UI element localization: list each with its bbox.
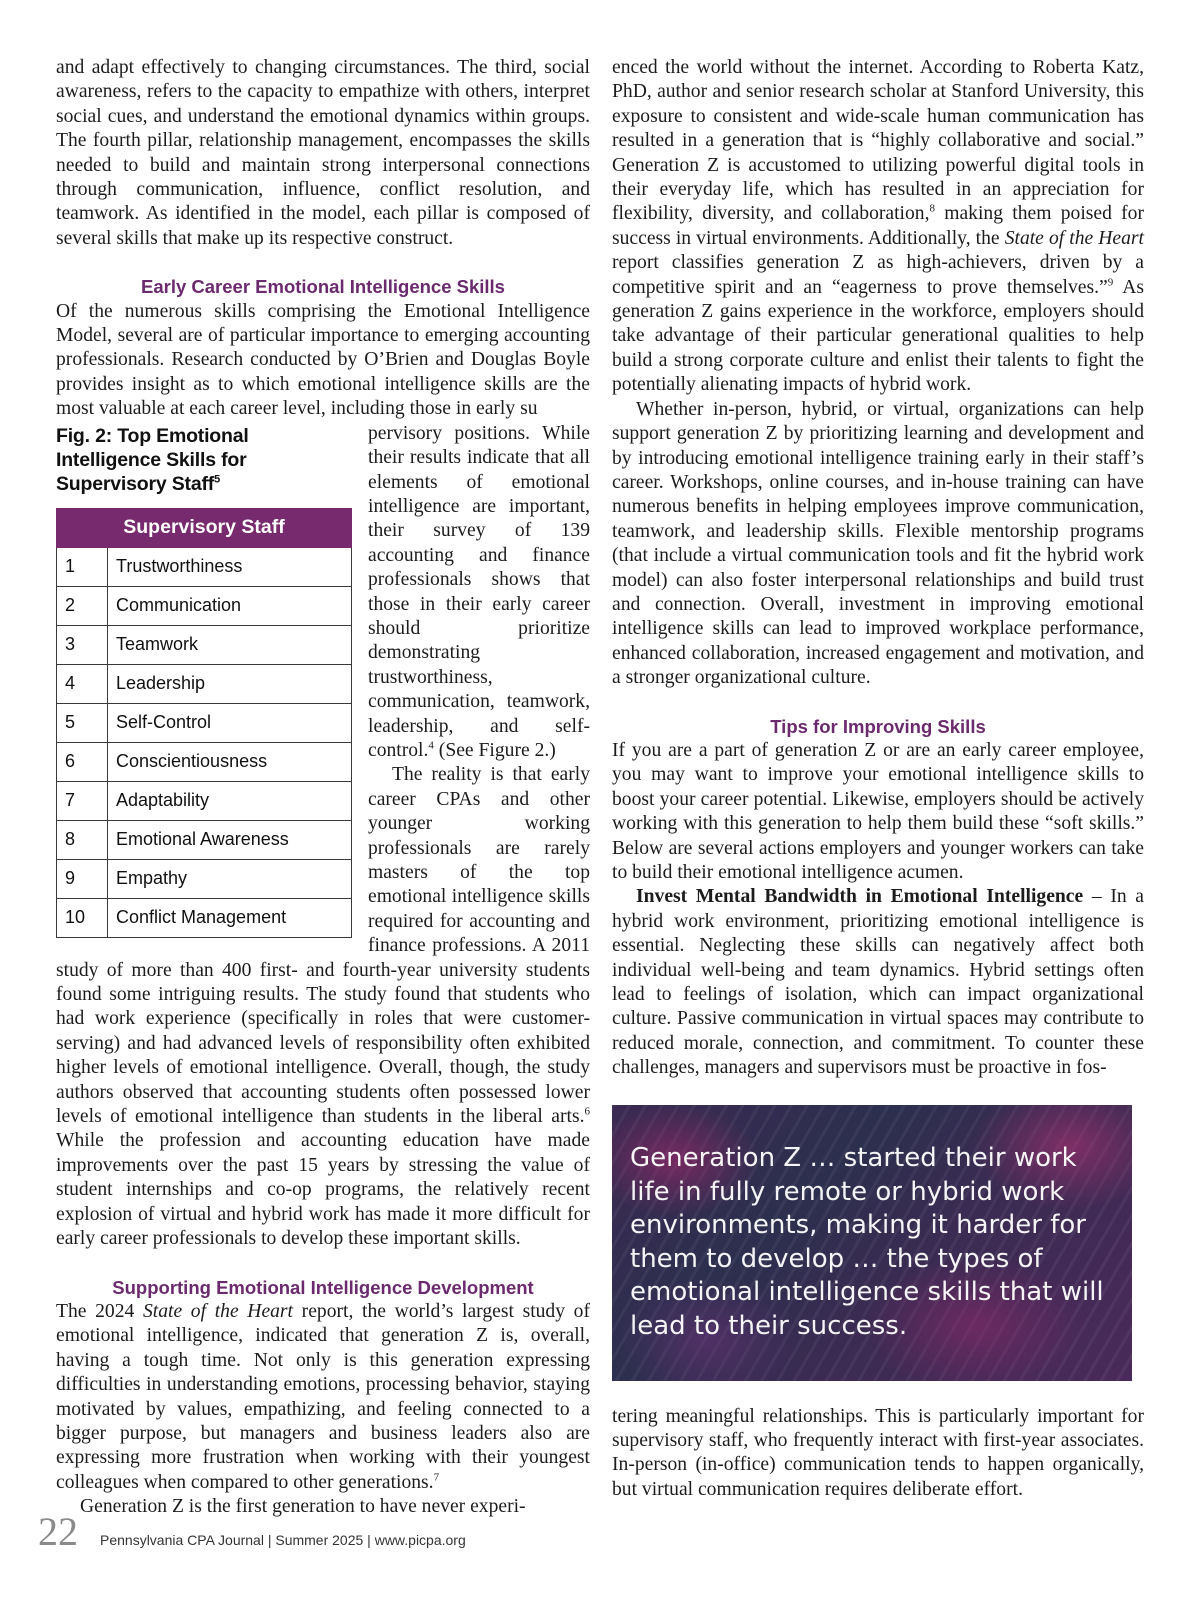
left-paragraph-2-wrap: pervisory positions. While their results indicate that all elements of emotional intelligence are important, their survey of 139 accounting and finance professionals shows that those in their early career should prioritize demonstrating trustworthiness, communication, teamwork, leadership, and self-control.$^4$ (See Figure 2.)	[368, 422, 590, 761]
figure-2	[56, 424, 352, 938]
left-paragraph-3: The reality is that early career CPAs and other younger working professionals are rarely masters of the top emotional intelligence skills required for accounting and finance professions. A 2011 study of more than 400 first- and fourth-year university students found some intriguing results. The study found that students who had work experience (specifically in roles that were customer-serving) and had advanced levels of responsibility often exhibited higher levels of emotional intelligence. Overall, though, the study authors observed that accounting students often possessed lower levels of emotional intelligence than students in the liberal arts.$^6$ While the profession and accounting education have made improvements over the past 15 years by stressing the value of student internships and co-op programs, the relatively recent explosion of virtual and hybrid work has made it more difficult for early career professionals to develop these important skills.	[56, 764, 590, 1250]
rank-cell: 7	[57, 781, 108, 820]
left-paragraph-4: The 2024 State of the Heart report, the world’s largest study of emotional intelligence, indicated that generation Z is, overall, having a tough time. Not only is this generation expressing difficulties in understanding emotions, processing behavior, staying motivated by values, empathizing, and feeling connected to a bigger purpose, but managers and business leaders also are expressing more frustration when working with their youngest colleagues when compared to other generations.$^7$	[56, 1300, 591, 1493]
table-header: Supervisory Staff	[57, 508, 352, 547]
skill-cell: Self-Control	[108, 703, 352, 742]
skill-cell: Empathy	[108, 859, 352, 898]
page-number: 22	[38, 1509, 78, 1554]
footer-text: Pennsylvania CPA Journal | Summer 2025 | www.picpa.org	[100, 1532, 466, 1548]
rank-cell: 5	[57, 703, 108, 742]
table-row	[57, 586, 352, 625]
skills-table	[56, 508, 352, 938]
table-row	[57, 781, 352, 820]
right-column	[612, 56, 1144, 1502]
right-paragraph-1: enced the world without the internet. According to Roberta Katz, PhD, author and senior research scholar at Stanford University, this exposure to consistent and wide-scale human communication has resulted in a generation that is “highly collaborative and social.” Generation Z is accustomed to utilizing powerful digital tools in their everyday life, which has resulted in an appreciation for flexibility, diversity, and collaboration,$^8$ making them poised for success in virtual environments. Additionally, the State of the Heart report classifies generation Z as high-achievers, driven by a competitive spirit and an “eagerness to prove themselves.”$^9$ As generation Z gains experience in the workforce, employers should take advantage of their particular generational qualities to help build a strong corporate culture and enlist their talents to fight the potentially alienating impacts of hybrid work.	[612, 57, 1144, 396]
heading-supporting-development: Supporting Emotional Intelligence Development	[112, 1276, 534, 1298]
page-footer	[38, 1508, 466, 1555]
heading-early-career-skills: Early Career Emotional Intelligence Skills	[141, 276, 505, 298]
rank-cell: 10	[57, 898, 108, 937]
rank-cell: 3	[57, 625, 108, 664]
left-paragraph-2: Of the numerous skills comprising the Emotional Intelligence Model, several are of particular importance to emerging accounting professionals. Research conducted by O’Brien and Douglas Boyle provides insight as to which emotional intelligence skills are the most valuable at each career level, including those in early su	[56, 300, 590, 420]
right-paragraph-3: If you are a part of generation Z or are an early career employee, you may want to improve your emotional intelligence skills to boost your career potential. Likewise, employers should be actively working with this generation to help them build these “soft skills.” Below are several actions employers and younger workers can take to build their emotional intelligence acumen.	[612, 739, 1144, 883]
skill-cell: Conscientiousness	[108, 742, 352, 781]
table-row	[57, 898, 352, 937]
right-paragraph-5: tering meaningful relationships. This is particularly important for supervisory staff, who frequently interact with first-year associates. In-person (in-office) communication tends to happen organically, but virtual communication requires deliberate effort.	[612, 1405, 1144, 1500]
figure-caption: Fig. 2: Top Emotional Intelligence Skills for Supervisory Staff$^5$	[56, 424, 249, 495]
pull-quote-text: Generation Z … started their work life in fully remote or hybrid work environments, making it harder for them to develop … the types of emotional intelligence skills that will lead to their success.	[630, 1143, 1104, 1341]
rank-cell: 2	[57, 586, 108, 625]
right-paragraph-4: Invest Mental Bandwidth in Emotional Intelligence – In a hybrid work environment, prioritizing emotional intelligence is essential. Neglecting these skills can negatively affect both individual well-being and team dynamics. Hybrid settings often lead to feelings of isolation, which can impact organizational culture. Passive communication in virtual spaces may contribute to reduced morale, connection, and commitment. To counter these challenges, managers and supervisors must be proactive in fos-	[612, 886, 1145, 1079]
rank-cell: 4	[57, 664, 108, 703]
skill-cell: Teamwork	[108, 625, 352, 664]
table-row	[57, 820, 352, 859]
rank-cell: 1	[57, 547, 108, 586]
skill-cell: Emotional Awareness	[108, 820, 352, 859]
table-row	[57, 664, 352, 703]
rank-cell: 9	[57, 859, 108, 898]
pull-quote-box	[612, 1105, 1132, 1381]
left-paragraph-5: Generation Z is the first generation to have never experi-	[80, 1496, 526, 1518]
table-row	[57, 547, 352, 586]
skill-cell: Trustworthiness	[108, 547, 352, 586]
skill-cell: Adaptability	[108, 781, 352, 820]
right-paragraph-2: Whether in-person, hybrid, or virtual, organizations can help support generation Z by prioritizing learning and development and by introducing emotional intelligence training early in their staff’s career. Workshops, online courses, and in-house training can have numerous benefits in helping employees improve communication, teamwork, and leadership skills. Flexible mentorship programs (that include a virtual communication tools and fit the hybrid work model) can also foster interpersonal relationships and build trust and connection. Overall, investment in improving emotional intelligence skills can lead to improved workplace performance, enhanced collaboration, increased engagement and motivation, and a stronger organizational culture.	[612, 398, 1144, 689]
table-row	[57, 625, 352, 664]
skill-cell: Communication	[108, 586, 352, 625]
table-row	[57, 742, 352, 781]
rank-cell: 8	[57, 820, 108, 859]
skill-cell: Leadership	[108, 664, 352, 703]
left-column	[56, 56, 590, 1520]
heading-tips: Tips for Improving Skills	[770, 715, 986, 737]
table-row	[57, 859, 352, 898]
rank-cell: 6	[57, 742, 108, 781]
left-paragraph-1: and adapt effectively to changing circumstances. The third, social awareness, refers to the capacity to empathize with others, interpret social cues, and understand the emotional dynamics within groups. The fourth pillar, relationship management, encompasses the skills needed to build and maintain strong interpersonal connections through communication, influence, conflict resolution, and teamwork. As identified in the model, each pillar is composed of several skills that make up its respective construct.	[56, 57, 590, 249]
skill-cell: Conflict Management	[108, 898, 352, 937]
table-row	[57, 703, 352, 742]
